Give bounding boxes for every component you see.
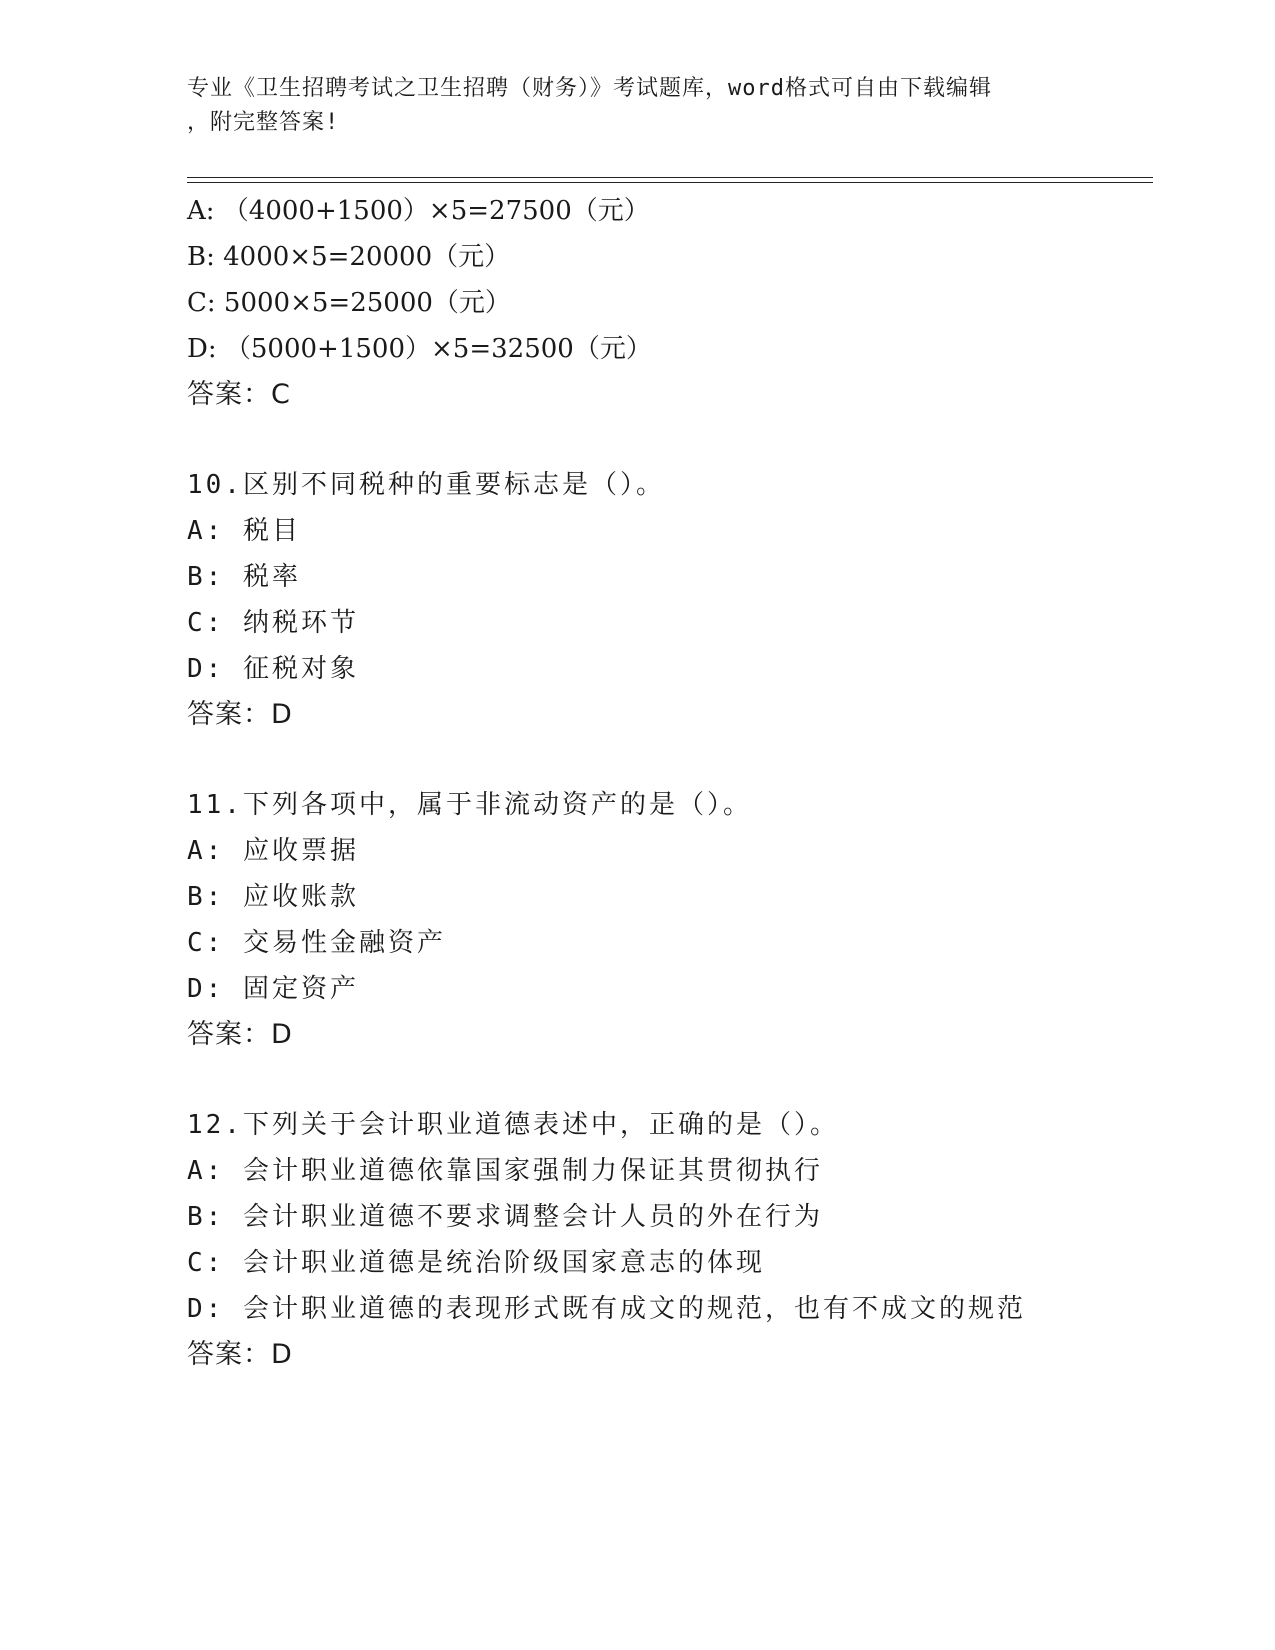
question-12-option-b: B: 会计职业道德不要求调整会计人员的外在行为: [187, 1202, 823, 1232]
question-10-block: [187, 462, 1167, 738]
question-11-stem: 11.下列各项中，属于非流动资产的是（）。: [187, 790, 752, 820]
question-10-answer: 答案：D: [187, 699, 293, 730]
question-11-option-b: B: 应收账款: [187, 882, 359, 912]
spacer: [187, 418, 1167, 462]
question-list: [187, 188, 1167, 1378]
question-9-answer: 答案：C: [187, 379, 291, 410]
question-11-answer: 答案：D: [187, 1019, 293, 1050]
header-line-2: ，附完整答案!: [187, 110, 340, 135]
question-10-option-d: D: 征税对象: [187, 654, 359, 684]
spacer: [187, 1058, 1167, 1102]
header-divider-top: [187, 177, 1153, 178]
question-12-answer: 答案：D: [187, 1339, 293, 1370]
question-12-stem: 12.下列关于会计职业道德表述中，正确的是（）。: [187, 1110, 839, 1140]
question-11-block: [187, 782, 1167, 1058]
question-10-stem: 10.区别不同税种的重要标志是（）。: [187, 470, 665, 500]
question-12-option-d: D: 会计职业道德的表现形式既有成文的规范，也有不成文的规范: [187, 1294, 1026, 1324]
question-12-block: [187, 1102, 1167, 1378]
question-11-option-a: A: 应收票据: [187, 836, 359, 866]
question-9-block: [187, 188, 1167, 418]
question-9-option-d: D: （5000+1500）×5=32500（元）: [187, 334, 652, 364]
question-10-option-a: A: 税目: [187, 516, 301, 546]
question-12-option-a: A: 会计职业道德依靠国家强制力保证其贯彻执行: [187, 1156, 823, 1186]
header-line-1: 专业《卫生招聘考试之卫生招聘（财务）》考试题库，word格式可自由下载编辑: [187, 76, 992, 101]
question-10-option-c: C: 纳税环节: [187, 608, 359, 638]
header-divider-bottom: [187, 182, 1153, 183]
question-11-option-c: C: 交易性金融资产: [187, 928, 446, 958]
question-10-option-b: B: 税率: [187, 562, 301, 592]
question-9-option-c: C: 5000×5=25000（元）: [187, 288, 511, 318]
document-header: [187, 72, 1067, 140]
question-12-option-c: C: 会计职业道德是统治阶级国家意志的体现: [187, 1248, 765, 1278]
question-11-option-d: D: 固定资产: [187, 974, 359, 1004]
spacer: [187, 738, 1167, 782]
question-9-option-a: A: （4000+1500）×5=27500（元）: [187, 196, 650, 226]
question-9-option-b: B: 4000×5=20000（元）: [187, 242, 511, 272]
